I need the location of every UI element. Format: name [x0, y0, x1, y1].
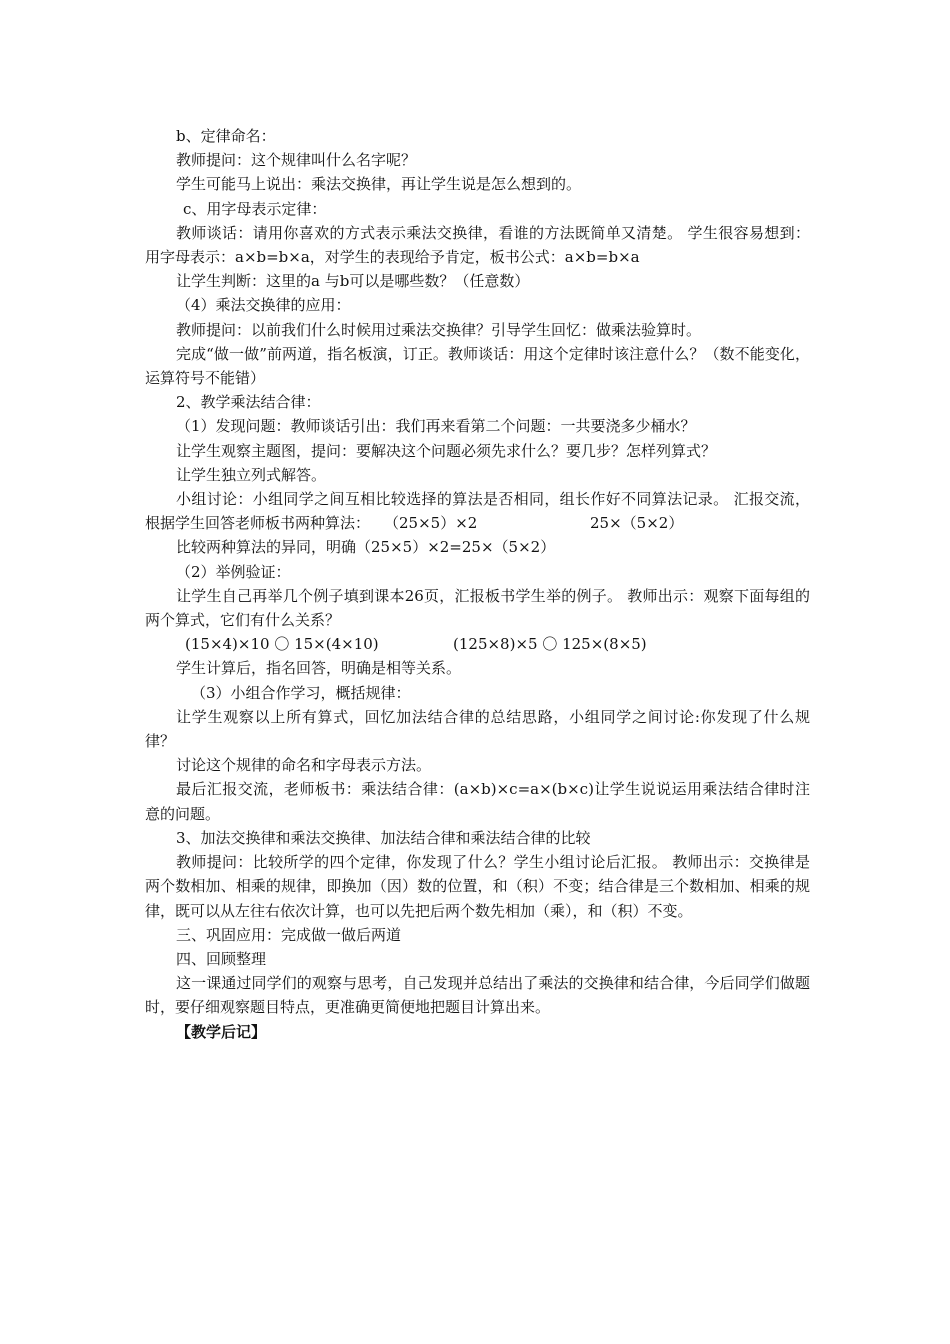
paragraph: 让学生观察以上所有算式，回忆加法结合律的总结思路，小组同学之间讨论:你发现了什么规律？ [145, 707, 810, 751]
document-body [145, 124, 810, 1044]
formula-method-1: （25×5）×2 [384, 514, 478, 533]
paragraph: 让学生自己再举几个例子填到课本26页，汇报板书学生举的例子。 教师出示：观察下面每组的两个算式，它们有什么关系？ [145, 586, 810, 630]
paragraph: 学生计算后，指名回答，明确是相等关系。 [176, 659, 462, 678]
paragraph: 教师提问：比较所学的四个定律，你发现了什么？学生小组讨论后汇报。 教师出示：交换律是两个数相加、相乘的规律，即换加（因）数的位置，和（积）不变；结合律是三个数相加、相乘的规律，既可以从左往右依次计算，也可以先把后两个数先相加（乘），和（积）不变。 [145, 853, 810, 920]
paragraph: 比较两种算法的异同，明确（25×5）×2=25×（5×2） [176, 538, 556, 557]
heading-letter-representation: c、用字母表示定律： [183, 199, 327, 218]
paragraph: 讨论这个规律的命名和字母表示方法。 [176, 756, 432, 775]
paragraph: 让学生观察主题图，提问：要解决这个问题必须先求什么？要几步？怎样列算式？ [176, 441, 717, 460]
heading-associative-law: 2、教学乘法结合律： [176, 393, 321, 412]
paragraph: 完成“做一做”前两道，指名板演，订正。教师谈话：用这个定律时该注意什么？（数不能变化，运算符号不能错） [145, 344, 810, 388]
paragraph-text: 小组讨论：小组同学之间互相比较选择的算法是否相同，组长作好不同算法记录。 汇报交流，根据学生回答老师板书两种算法： [145, 490, 810, 533]
example-expressions [145, 632, 810, 656]
heading-review: 四、回顾整理 [176, 949, 267, 968]
paragraph: 让学生判断：这里的a 与b可以是哪些数？（任意数） [176, 272, 530, 291]
heading-example-verification: （2）举例验证： [176, 562, 291, 581]
heading-law-naming: b、定律命名： [176, 127, 276, 145]
paragraph: 学生可能马上说出：乘法交换律，再让学生说是怎么想到的。 [176, 175, 582, 194]
heading-commutative-application: （4）乘法交换律的应用： [176, 296, 351, 315]
paragraph: 这一课通过同学们的观察与思考，自己发现并总结出了乘法的交换律和结合律，今后同学们做题时，要仔细观察题目特点，更准确更简便地把题目计算出来。 [145, 974, 810, 1017]
paragraph-group-discussion [145, 487, 810, 535]
heading-comparison: 3、加法交换律和乘法交换律、加法结合律和乘法结合律的比较 [176, 828, 591, 847]
formula-method-2: 25×（5×2） [590, 514, 684, 533]
paragraph: （1）发现问题：教师谈话引出：我们再来看第二个问题：一共要浇多少桶水？ [176, 417, 696, 436]
paragraph: 教师谈话：请用你喜欢的方式表示乘法交换律，看谁的方法既简单又清楚。 学生很容易想到：用字母表示：a×b=b×a，对学生的表现给予肯定，板书公式：a×b=b×a [145, 223, 810, 267]
expression-pair-1: (15×4)×10 〇 15×(4×10) [185, 635, 379, 654]
paragraph: 教师提问：这个规律叫什么名字呢？ [176, 151, 417, 170]
heading-group-learning: （3）小组合作学习，概括规律： [191, 683, 411, 702]
paragraph: 让学生独立列式解答。 [176, 465, 327, 484]
heading-consolidation: 三、巩固应用：完成做一做后两道 [176, 925, 402, 944]
paragraph: 教师提问：以前我们什么时候用过乘法交换律？引导学生回忆：做乘法验算时。 [176, 320, 702, 339]
expression-pair-2: (125×8)×5 〇 125×(8×5) [453, 635, 647, 654]
heading-teaching-postscript: 【教学后记】 [176, 1022, 267, 1041]
paragraph: 最后汇报交流，老师板书：乘法结合律：(a×b)×c=a×(b×c)让学生说说运用乘法结合律时注意的问题。 [145, 780, 810, 823]
